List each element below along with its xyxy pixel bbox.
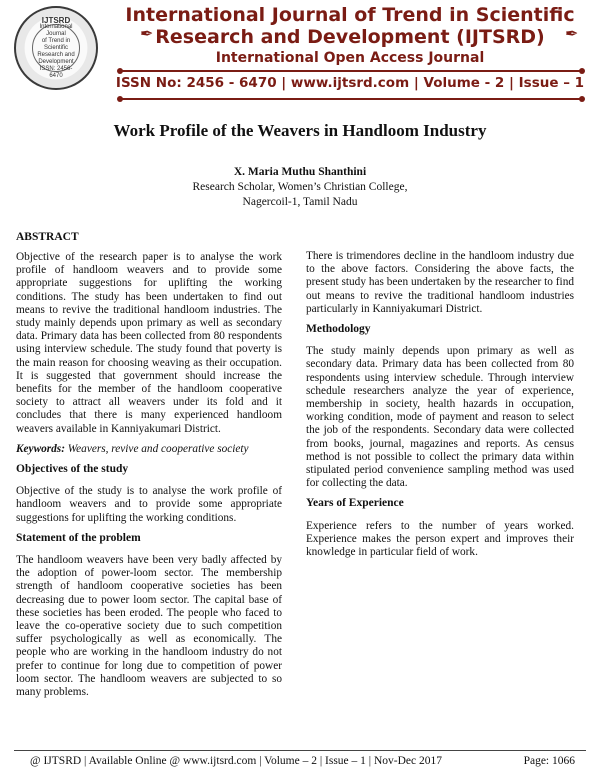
experience-heading: Years of Experience (306, 497, 404, 510)
problem-text: The handloom weavers have been very badly affected by the adoption of power-loom sector. The membership strength of handloom cooperative societies has been decreasing due to power loom sector. The capital base of these societies has been eroded. The people who faced to leave the co-operative society due to such competition suffer psychologically as well as economically. The people who are working in the handloom industry do not prefer to continue for long due to competition of power loom sector. The handloom weavers are subjected to so many problems. (16, 554, 282, 699)
keywords (16, 443, 282, 456)
logo-text: International Journal (39, 23, 73, 37)
journal-title-line2: Research and Development (IJTSRD) (155, 26, 545, 48)
problem-heading: Statement of the problem (16, 531, 141, 544)
intro-text: There is trimendores decline in the handloom industry due to the above factors. Considering the above facts, the present study has been undertaken by the researcher to find out means to revive the traditional handloom industries particularly in Kanniyakumari District. (306, 250, 574, 315)
keywords-label: Keywords: (16, 442, 65, 455)
divider-dot (579, 68, 585, 74)
author-name: X. Maria Muthu Shanthini (233, 166, 367, 178)
abstract-heading: ABSTRACT (16, 231, 79, 243)
journal-title-line1: International Journal of Trend in Scientific (125, 4, 575, 26)
journal-title (105, 4, 595, 48)
methodology-text: The study mainly depends upon primary as well as secondary data. Primary data has been collected from 80 respondents using interview schedule. Through interview schedule researchers analyze the year of experience, membership in society, health hazards in occupation, working condition, mode of payment and reason to select the job of the respondents. Secondary data were collected from books, journal, magazines and reports. As census method is not possible to collect the primary data within stipulated period convenience sampling method was used for collecting the data. (306, 345, 574, 490)
pen-nib-icon: ✒ (140, 26, 154, 43)
keywords-text: Weavers, revive and cooperative society (64, 442, 249, 455)
logo-text: Development (38, 58, 74, 65)
footer-citation: @ IJTSRD | Available Online @ www.ijtsrd.com | Volume – 2 | Issue – 1 | Nov-Dec 2017 (30, 755, 442, 767)
author-affiliation: Research Scholar, Women’s Christian College, (192, 181, 408, 193)
abstract-text: Objective of the research paper is to analyse the work profile of handloom weavers and to provide some appropriate suggestions for uplifting the working conditions. The study has been undertaken to find out means to revive the traditional handloom industries. The study mainly depends upon primary as well as secondary data. Primary data has been collected from 80 respondents using interview schedule. The study found that poverty is the main reason for choosing weaving as their occupation. It is suggested that government should increase the benefits for the member of the handloom cooperative society to attract all weavers under its fold and it concludes that there is many experienced handloom weavers available in Kanniyakumari District. (16, 251, 282, 435)
journal-masthead (0, 0, 600, 100)
masthead-divider (120, 98, 582, 100)
logo-text: ISSN: 2456-6470 (39, 65, 73, 79)
logo-text: of Trend in Scientific (41, 37, 71, 51)
issn-line: ISSN No: 2456 - 6470 | www.ijtsrd.com | Volume - 2 | Issue – 1 (115, 75, 585, 91)
logo-text: Research and (37, 51, 75, 58)
logo-seal (32, 15, 80, 79)
methodology-heading: Methodology (306, 323, 371, 336)
author-location: Nagercoil-1, Tamil Nadu (242, 196, 358, 208)
right-column (306, 250, 574, 566)
page-footer (30, 755, 575, 767)
divider-dot (117, 68, 123, 74)
left-column (16, 251, 282, 706)
paper-title: Work Profile of the Weavers in Handloom Industry (113, 121, 487, 140)
footer-divider (14, 750, 586, 751)
pen-nib-icon: ✒ (565, 26, 579, 43)
logo-text: IJTSRD (41, 15, 71, 25)
journal-logo (14, 6, 98, 90)
masthead-divider (120, 70, 582, 72)
divider-dot (579, 96, 585, 102)
journal-subtitle: International Open Access Journal (215, 50, 485, 66)
objectives-heading: Objectives of the study (16, 463, 129, 476)
objectives-text: Objective of the study is to analyse the work profile of handloom weavers and to provide some appropriate suggestions for uplifting the working conditions. (16, 485, 282, 524)
experience-text: Experience refers to the number of years worked. Experience makes the person expert and improves their knowledge in particular field of work. (306, 519, 574, 559)
page-number: Page: 1066 (523, 755, 575, 767)
divider-dot (117, 96, 123, 102)
